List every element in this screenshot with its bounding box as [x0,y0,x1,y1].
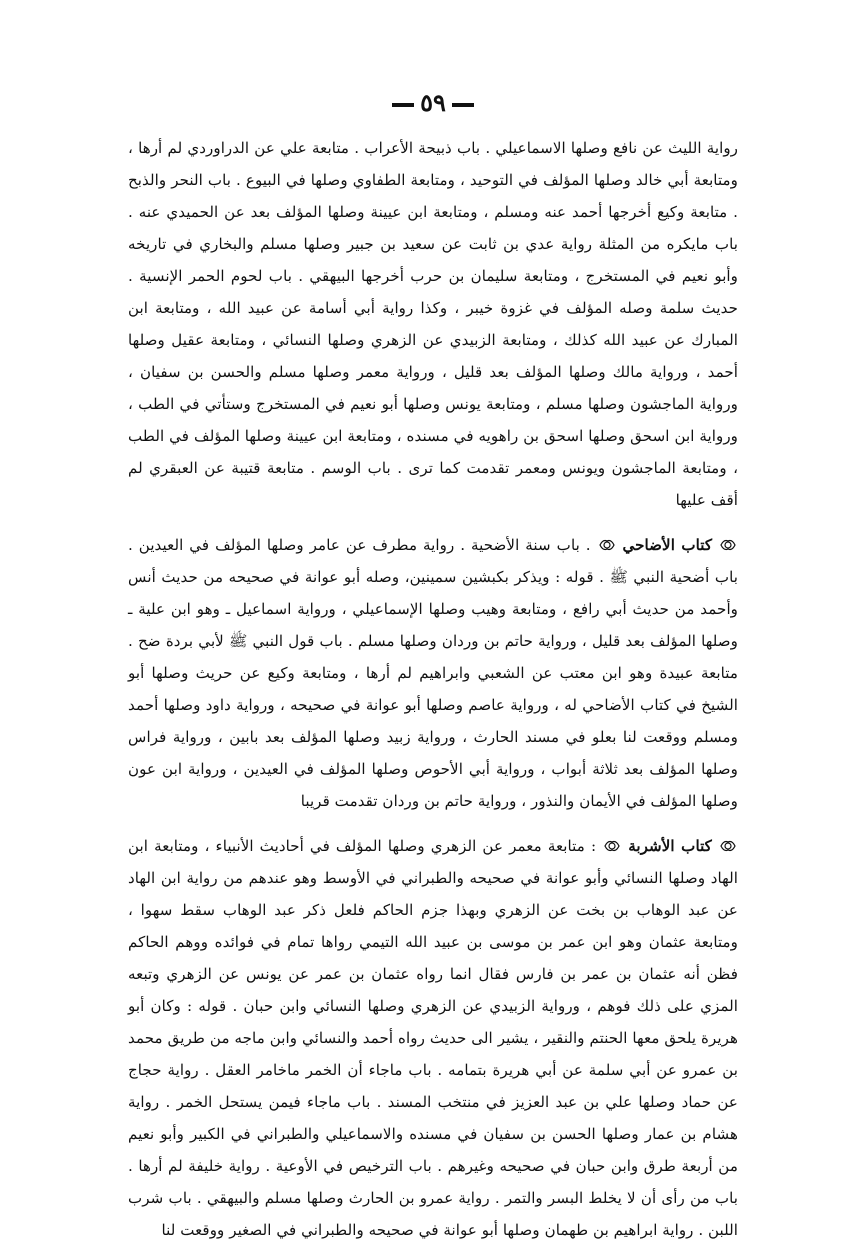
paragraph [128,830,738,1246]
ornament-icon [604,832,620,846]
ornament-icon [720,832,736,846]
section-heading: كتاب الأشربة [628,837,712,855]
ornament-icon [599,531,615,545]
paragraph [128,132,738,516]
paragraph-text: . باب سنة الأضحية . رواية مطرف عن عامر وصلها المؤلف في العيدين . باب أضحية النبي ﷺ . قوله : ويذكر بكبشين سمينين، وصله أبو عوانة في صحيحه من حديث أنس وأحمد من حديث أبي رافع ، ومتابعة وهيب وصلها الإسماعيلي ، ورواية اسماعيل ـ وهو ابن علية ـ وصلها المؤلف بعد قليل ، ورواية حاتم بن وردان وصلها مسلم . باب قول النبي ﷺ لأبي بردة ضح . متابعة عبيدة وهو ابن معتب عن الشعبي وابراهيم لم أرها ، ومتابعة وكيع عن حريث وصلها أبو الشيخ في كتاب الأضاحي له ، ورواية عاصم وصلها أبو عوانة في صحيحه ، ورواية داود وصلها أحمد ومسلم ووقعت لنا بعلو في مسند الحارث ، ورواية زبيد وصلها المؤلف بعد بابين ، ورواية فراس وصلها المؤلف بعد ثلاثة أبواب ، ورواية أبي الأحوص وصلها المؤلف في العيدين ، ورواية ابن عون وصلها المؤلف في الأيمان والنذور ، ورواية حاتم بن وردان تقدمت قريبا [128,536,738,810]
paragraph-text: رواية الليث عن نافع وصلها الاسماعيلي . باب ذبيحة الأعراب . متابعة علي عن الدراوردي لم أرها ، ومتابعة أبي خالد وصلها المؤلف في التوحيد ، ومتابعة الطفاوي وصلها في البيوع . باب النحر والذبح . متابعة وكيع أخرجها أحمد عنه ومسلم ، ومتابعة ابن عيينة وصلها المؤلف بعد عن الحميدي عنه . باب مايكره من المثلة رواية عدي بن ثابت عن سعيد بن جبير وصلها مسلم والبخاري في تاريخه وأبو نعيم في المستخرج ، ومتابعة سليمان بن حرب أخرجها البيهقي . باب لحوم الحمر الإنسية . حديث سلمة وصله المؤلف في غزوة خيبر ، وكذا رواية أبي أسامة عن عبيد الله ، ومتابعة ابن المبارك عن عبيد الله كذلك ، ومتابعة الزبيدي عن الزهري وصلها النسائي ، ومتابعة عقيل وصلها أحمد ، ورواية مالك وصلها المؤلف بعد قليل ، ورواية معمر وصلها مسلم والحسن بن سفيان ، ورواية الماجشون وصلها مسلم ، ومتابعة يونس وصلها أبو نعيم في المستخرج وستأتي في الطب ، ورواية ابن اسحق وصلها اسحق بن راهويه في مسنده ، ومتابعة ابن عيينة وصلها المؤلف في الطب ، ومتابعة الماجشون ويونس ومعمر تقدمت كما ترى . باب الوسم . متابعة قتيبة عن العبقري لم أقف عليها [128,139,738,509]
page-number-value: ٥٩ [420,88,446,117]
paragraph [128,529,738,817]
main-text [128,132,738,1246]
ornament-icon [720,531,736,545]
paragraph-text: : متابعة معمر عن الزهري وصلها المؤلف في أحاديث الأنبياء ، ومتابعة ابن الهاد وصلها النسائي وأبو عوانة في صحيحه والطبراني في الأوسط وهو عندهم من رواية ابن الهاد عن عبد الوهاب بن بخت عن الزهري وبهذا جزم الحاكم فلعل ذكر عبد الوهاب سقط سهوا ، ومتابعة عثمان وهو ابن عمر بن موسى بن عبيد الله التيمي رواها تمام في فوائده ووهم الحاكم فظن أنه عثمان بن عمر بن فارس فقال انما رواه عثمان بن عمر عن يونس عن الزهري وتبعه المزي على ذلك فوهم ، ورواية الزبيدي عن الزهري وصلها النسائي وابن حبان . قوله : وكان أبو هريرة يلحق معها الحنتم والنقير ، يشير الى حديث رواه أحمد والنسائي وابن ماجه من طريق محمد بن عمرو عن أبي سلمة عن أبي هريرة بتمامه . باب ماجاء أن الخمر ماخامر العقل . رواية حجاج عن حماد وصلها علي بن عبد العزيز في منتخب المسند . باب ماجاء فيمن يستحل الخمر . رواية هشام بن عمار وصلها الحسن بن سفيان في مسنده والاسماعيلي والطبراني في الكبير وأبو نعيم من أربعة طرق وابن حبان في صحيحه وغيرهم . باب الترخيص في الأوعية . رواية خليفة لم أرها . باب من رأى أن لا يخلط البسر والتمر . رواية عمرو بن الحارث وصلها مسلم والبيهقي . باب شرب اللبن . رواية ابراهيم بن طهمان وصلها أبو عوانة في صحيحه والطبراني في الصغير ووقعت لنا [128,837,738,1239]
section-heading: كتاب الأضاحي [622,536,713,554]
page-number [0,88,866,117]
page-number-dash-right [452,103,474,107]
page-number-dash-left [392,103,414,107]
